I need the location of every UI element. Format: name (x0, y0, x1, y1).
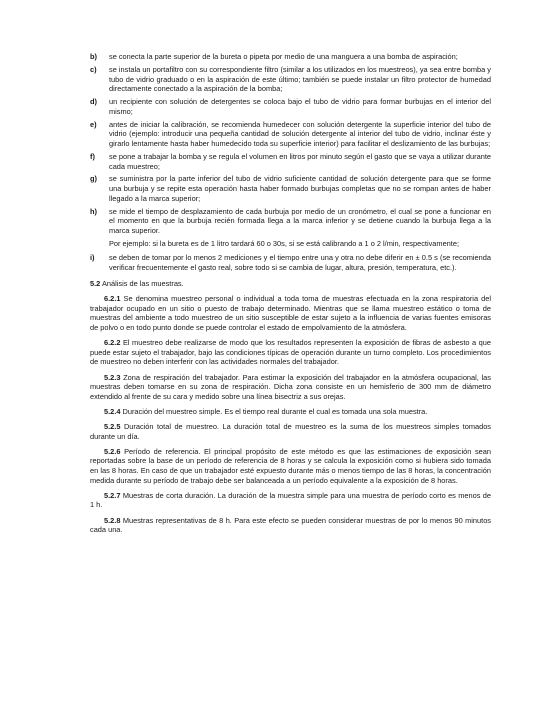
list-item-f (90, 152, 491, 171)
paragraph-number: 5.2.6 (104, 446, 121, 456)
paragraph-text: Duración total de muestreo. La duración total de muestreo es la suma de los muestreos simples tomados durante un día. (90, 422, 491, 441)
paragraph-text: Muestras de corta duración. La duración de la muestra simple para una muestra de período corto es menos de 1 h. (90, 490, 491, 510)
paragraph-number: 5.2.4 (104, 406, 121, 416)
list-text: se deben de tomar por lo menos 2 mediciones y el tiempo entre una y otra no debe diferir en ± 0.5 s (se recomienda verificar frecuentemente el gasto real, sobre todo si se cambia de lugar, altura, presión, temperatura, etc.). (109, 253, 491, 273)
paragraph-number: 6.2.2 (104, 338, 121, 348)
list-item-c (90, 65, 491, 94)
paragraph (90, 422, 491, 441)
paragraph (90, 491, 491, 510)
list-text: se pone a trabajar la bomba y se regula el volumen en litros por minuto según el gasto que se vaya a utilizar durante cada muestreo; (109, 151, 491, 171)
paragraph-number: 5.2.8 (104, 515, 121, 525)
list-label: g) (90, 174, 97, 184)
paragraph (90, 338, 491, 367)
paragraph-text: El muestreo debe realizarse de modo que los resultados representen la exposición de fibras de asbesto a que puede estar sujeto el trabajador, bajo las condiciones típicas de operación durante un turno completo. Los procedimientos de muestreo no deben interferir con las actividades normales del trabajador. (90, 338, 491, 367)
paragraph (90, 373, 491, 402)
list-text: se conecta la parte superior de la bureta o pipeta por medio de una manguera a una bomba de aspiración; (109, 52, 458, 61)
list-item-g (90, 174, 491, 203)
list-label: h) (90, 206, 97, 216)
list-item-e (90, 120, 491, 149)
paragraph-text: Duración del muestreo simple. Es el tiempo real durante el cual es tomada una sola muestra. (122, 406, 428, 416)
list-label: b) (90, 52, 97, 61)
list-label: c) (90, 64, 97, 74)
list-text: un recipiente con solución de detergentes se coloca bajo el tubo de vidrio para formar burbujas en el interior del mismo; (109, 97, 491, 116)
list-item-d (90, 97, 491, 116)
list-label: d) (90, 97, 97, 107)
example-note: Por ejemplo: si la bureta es de 1 litro tardará 60 o 30s, si se está calibrando a 1 o 2 l/min, respectivamente; (109, 238, 460, 248)
paragraph (90, 447, 491, 485)
list-label: i) (90, 253, 95, 263)
paragraph (90, 407, 491, 417)
list-text: se instala un portafiltro con su correspondiente filtro (similar a los utilizados en los muestreos), ya sea entre bomba y tubo de vidrio graduado o en la aspiración de este último; también se puede instalar un filtro protector de humedad directamente conectado a la aspiración de la bomba; (109, 64, 491, 94)
list-text: antes de iniciar la calibración, se recomienda humedecer con solución detergente la superficie interior del tubo de vidrio (ejemplo: introducir una pequeña cantidad de solución detergente al interior del tubo de vidrio, inclinar éste y girarlo lentamente hasta haber humedecido toda su superficie interior) para facilitar el deslizamiento de las burbujas; (109, 119, 491, 148)
paragraph-text: Zona de respiración del trabajador. Para estimar la exposición del trabajador en la atmósfera ocupacional, las muestras deben tomarse en su zona de respiración. Dicha zona consiste en un hemisferio de 300 mm de diámetro extendido al frente de su cara y medido sobre una línea bisectriz a sus orejas. (90, 372, 491, 401)
section-number: 5.2 (90, 278, 101, 288)
paragraph-text: Período de referencia. El principal propósito de este método es que las estimaciones de exposición sean reportadas sobre la base de un período de referencia de 8 horas y se calcula la exposición como si hubiera sido tomada en las 8 horas. En caso de que un trabajador esté expuesto durante más o menos tiempo de las 8 horas, la concentración medida durante su período de trabajo debe ser balanceada a un período equivalente a la exposición de 8 horas. (90, 446, 491, 485)
list-item-h (90, 207, 491, 236)
list-text: se suministra por la parte inferior del tubo de vidrio suficiente cantidad de solución detergente para que se forme una burbuja y se repite esta operación hasta haber formado burbujas completas que no se rompan antes de haber llegado a la marca superior; (109, 174, 491, 203)
list-item-i (90, 253, 491, 272)
paragraph-number: 5.2.3 (104, 372, 121, 382)
section-title: Análisis de las muestras. (101, 278, 184, 288)
list-label: e) (90, 119, 97, 129)
paragraph (90, 294, 491, 332)
paragraph (90, 516, 491, 535)
paragraph-text: Muestras representativas de 8 h. Para este efecto se pueden considerar muestras de por lo menos 90 minutos cada una. (90, 515, 491, 535)
section-heading (90, 279, 491, 289)
list-label: f) (90, 151, 95, 161)
paragraph-number: 6.2.1 (104, 294, 121, 304)
paragraph-number: 5.2.5 (104, 422, 121, 432)
list-text: se mide el tiempo de desplazamiento de cada burbuja por medio de un cronómetro, el cual se pone a funcionar en el momento en que la burbuja recién formada llega a la marca inferior y se detiene cuando la burbuja llega a la marca superior. (109, 206, 491, 235)
paragraph-text: Se denomina muestreo personal o individual a toda toma de muestras efectuada en la zona respiratoria del trabajador ocupado en un sitio o puesto de trabajo determinado. Mientras que se llama muestreo estático o toma de muestras del ambiente a todo muestreo de un sitio susceptible de estar sujeto a la influencia de varias fuentes emisoras de polvo o en todo punto donde se puede controlar el estado de empolvamiento de la atmósfera. (90, 294, 491, 332)
list-item-b (90, 52, 491, 62)
paragraph-number: 5.2.7 (104, 490, 121, 500)
